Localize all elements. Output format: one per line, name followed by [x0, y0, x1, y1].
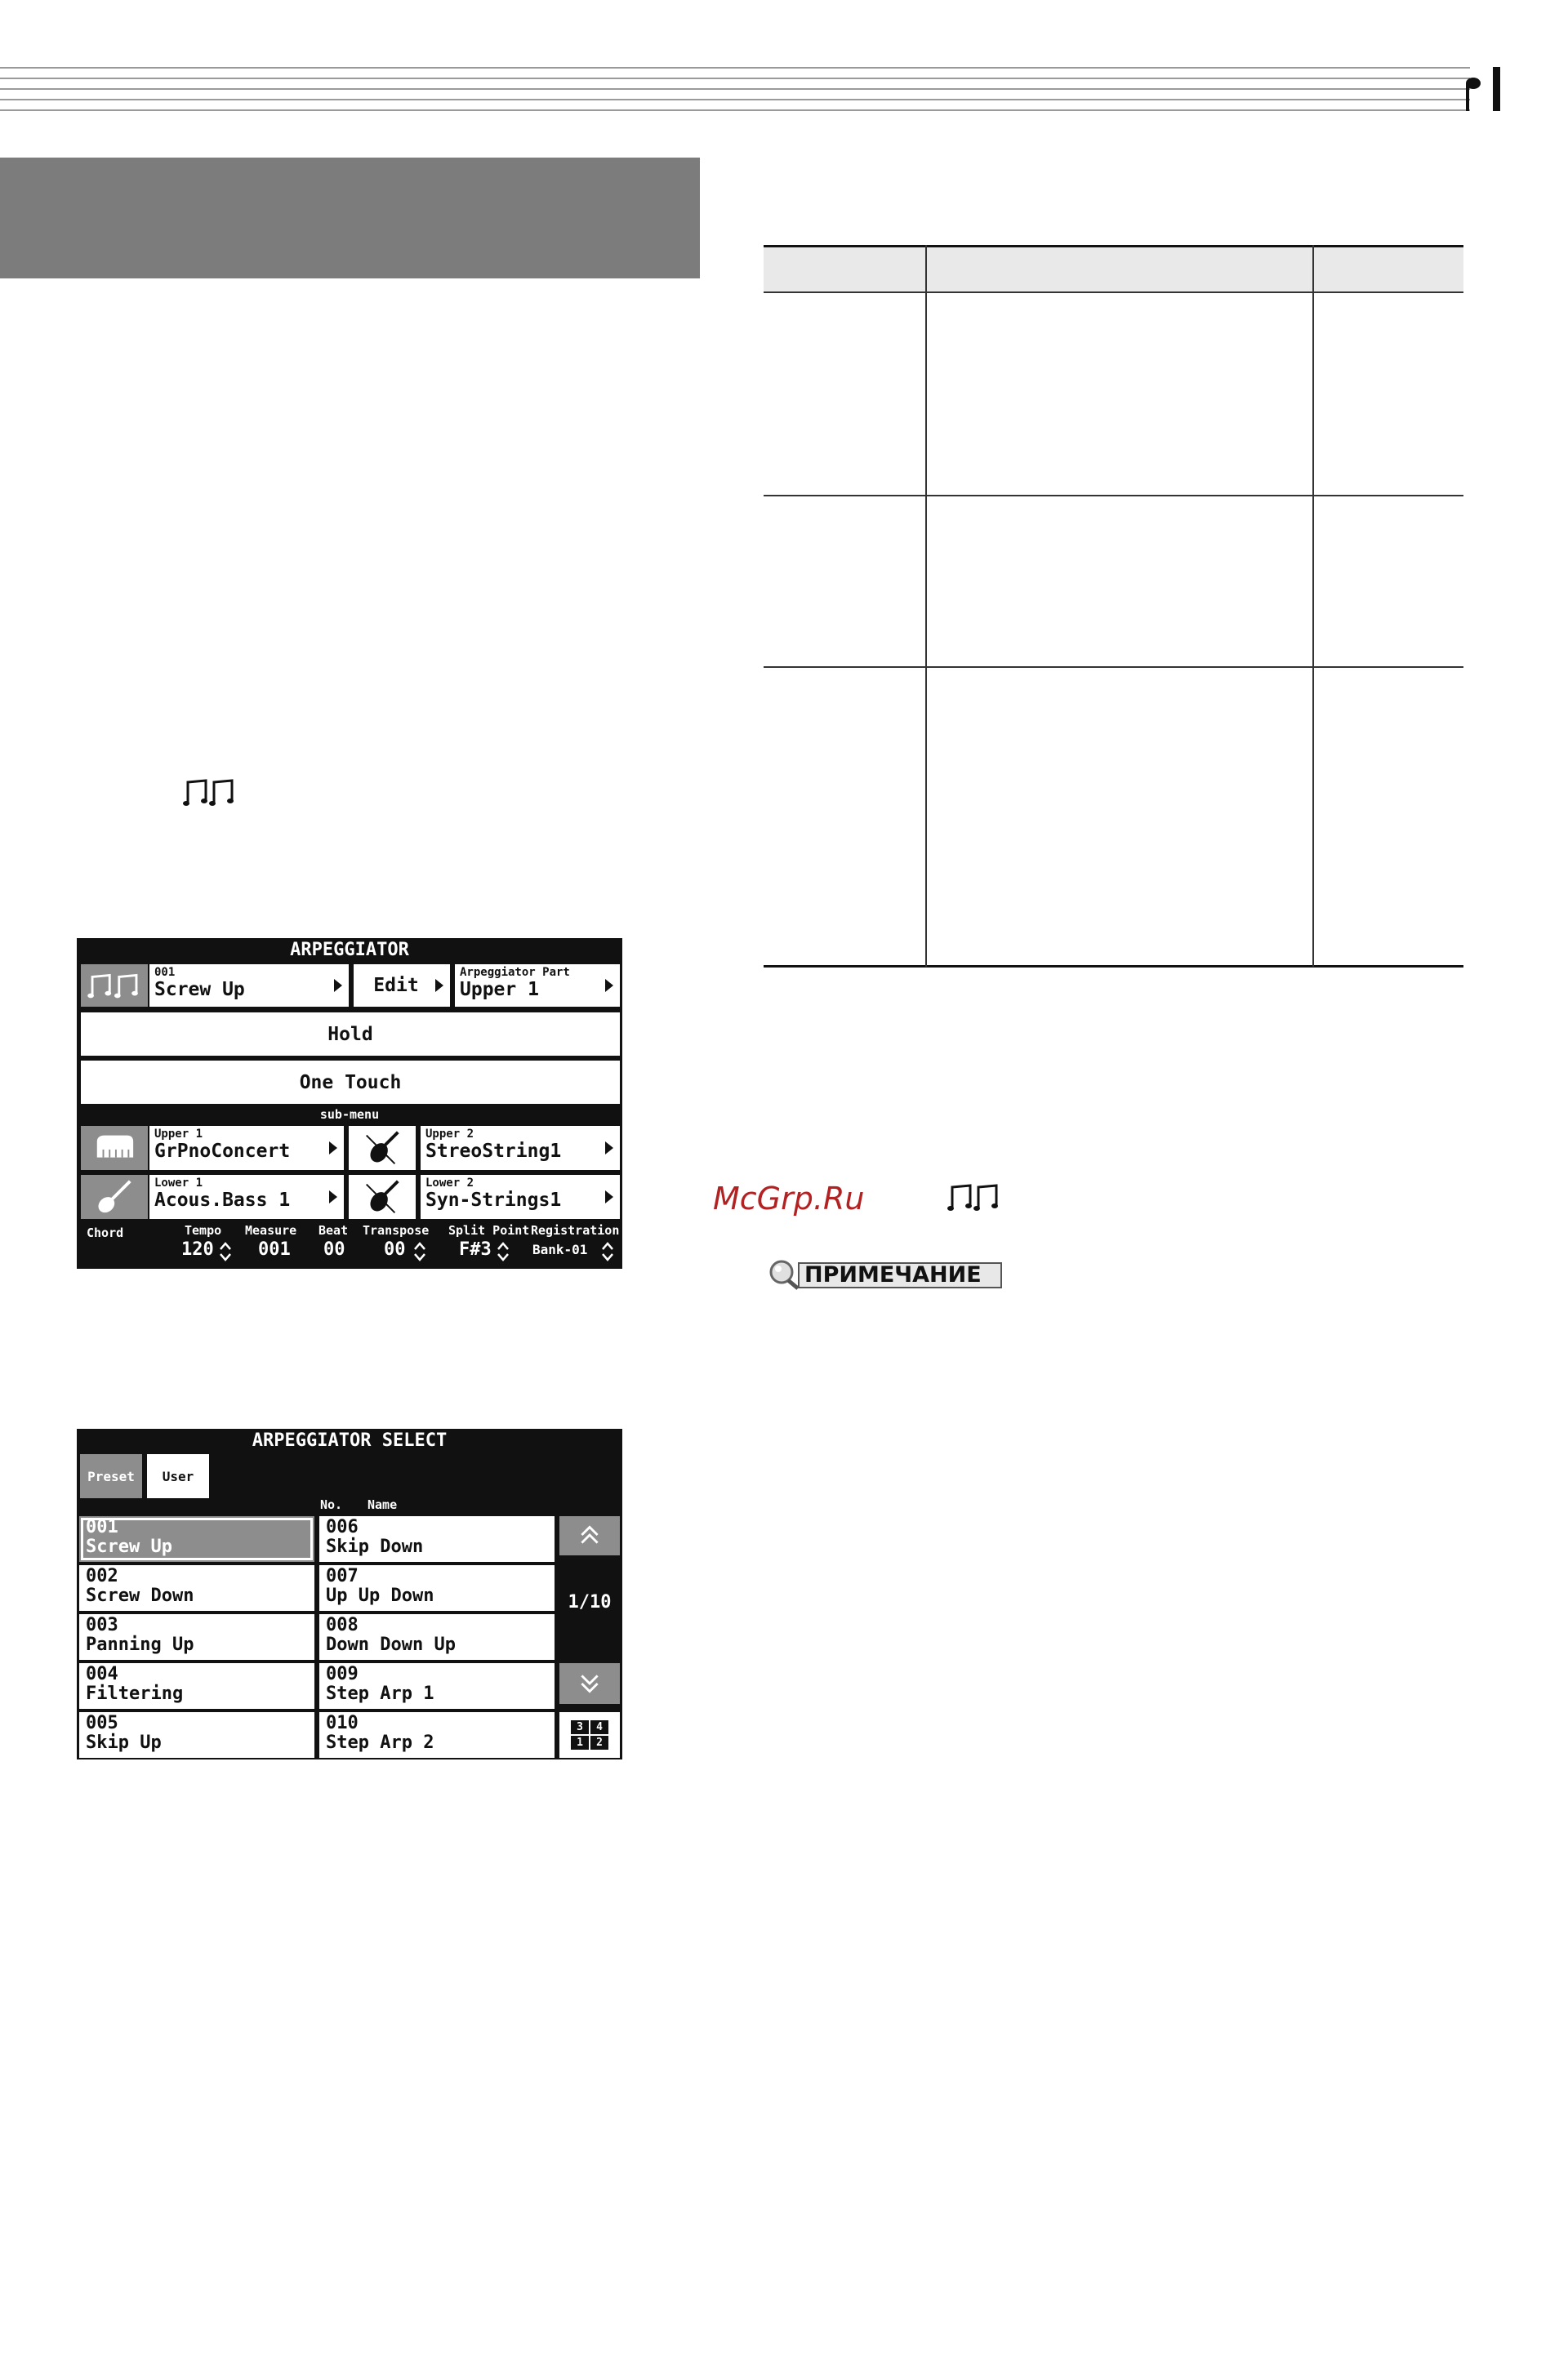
arpeggiator-icon — [183, 776, 237, 808]
item-number: 007 — [326, 1566, 359, 1586]
item-number: 001 — [86, 1517, 118, 1537]
list-item[interactable] — [318, 1711, 555, 1759]
staff-end-bar — [1493, 67, 1500, 111]
tab-preset-label: Preset — [87, 1468, 135, 1484]
violin-icon[interactable] — [348, 1125, 416, 1171]
page-indicator: 1/10 — [568, 1592, 612, 1613]
upper1-value: GrPnoConcert — [154, 1141, 291, 1162]
arpeggiator-icon — [947, 1181, 1001, 1213]
list-item[interactable] — [318, 1613, 555, 1661]
select-screen-title: ARPEGGIATOR SELECT — [252, 1430, 448, 1451]
grid-digit: 4 — [590, 1720, 608, 1734]
col-name-header: Name — [368, 1497, 398, 1512]
item-name: Skip Down — [326, 1537, 424, 1557]
upper2-tone-button[interactable] — [420, 1125, 621, 1171]
measure-label: Measure — [245, 1223, 297, 1238]
arrow-right-icon — [605, 1190, 613, 1203]
grid-digit: 2 — [590, 1736, 608, 1750]
tab-user[interactable] — [147, 1454, 209, 1498]
table-column-rule — [1312, 245, 1314, 967]
grid-digit: 1 — [571, 1736, 589, 1750]
arrow-right-icon — [329, 1141, 337, 1154]
one-touch-label: One Touch — [299, 1071, 402, 1093]
upper2-value: StreoString1 — [425, 1141, 562, 1162]
registration-updown-icon[interactable] — [601, 1240, 614, 1263]
measure-value[interactable]: 001 — [258, 1239, 291, 1260]
one-touch-button[interactable] — [80, 1060, 621, 1105]
lower1-label: Lower 1 — [154, 1177, 203, 1190]
arpeggiator-type-button[interactable] — [149, 963, 350, 1008]
list-item[interactable] — [78, 1662, 315, 1710]
list-item[interactable] — [318, 1515, 555, 1563]
item-number: 004 — [86, 1664, 118, 1684]
table-rule — [764, 291, 1463, 293]
table-rule — [764, 965, 1463, 968]
transpose-label: Transpose — [363, 1223, 430, 1238]
type-number: 001 — [154, 966, 176, 979]
arpeggiator-part-button[interactable] — [454, 963, 621, 1008]
split-point-value[interactable]: F#3 — [459, 1239, 492, 1260]
page-down-button[interactable] — [559, 1662, 621, 1705]
beat-label: Beat — [318, 1223, 349, 1238]
double-chevron-up-icon — [559, 1516, 620, 1555]
piano-icon[interactable] — [80, 1125, 149, 1171]
double-chevron-down-icon — [559, 1663, 620, 1704]
table-rule — [764, 666, 1463, 668]
item-name: Skip Up — [86, 1733, 162, 1753]
item-number: 003 — [86, 1615, 118, 1635]
item-name: Screw Down — [86, 1586, 194, 1606]
beat-value[interactable]: 00 — [323, 1239, 345, 1260]
item-name: Panning Up — [86, 1635, 194, 1655]
parameter-table — [764, 245, 1463, 967]
registration-value[interactable]: Bank-01 — [532, 1242, 588, 1257]
tempo-label: Tempo — [185, 1223, 222, 1238]
lower1-tone-button[interactable] — [149, 1174, 345, 1220]
page-up-button[interactable] — [559, 1515, 621, 1556]
transpose-value[interactable]: 00 — [384, 1239, 406, 1260]
item-name: Step Arp 1 — [326, 1684, 434, 1704]
arpeggiator-type-icon[interactable] — [80, 963, 149, 1008]
note-badge — [765, 1257, 1006, 1292]
item-number: 010 — [326, 1713, 359, 1733]
type-name: Screw Up — [154, 979, 245, 1000]
edit-button[interactable] — [353, 963, 451, 1008]
section-header-band — [0, 158, 700, 278]
part-value: Upper 1 — [460, 979, 539, 1000]
submenu-label: sub-menu — [319, 1107, 380, 1122]
grid-digit: 3 — [571, 1720, 589, 1734]
arrow-right-icon — [329, 1190, 337, 1203]
tempo-value[interactable]: 120 — [181, 1239, 214, 1260]
arrow-right-icon — [435, 979, 443, 992]
tab-user-label: User — [162, 1468, 194, 1484]
arpeggiator-select-screen — [77, 1429, 622, 1759]
list-item[interactable] — [78, 1613, 315, 1661]
hold-label: Hold — [327, 1023, 373, 1045]
table-header — [764, 245, 1463, 291]
arrow-right-icon — [334, 979, 342, 992]
hold-button[interactable] — [80, 1012, 621, 1057]
arrow-right-icon — [605, 1141, 613, 1154]
lower2-label: Lower 2 — [425, 1177, 474, 1190]
arrow-right-icon — [605, 979, 613, 992]
item-number: 006 — [326, 1517, 359, 1537]
item-name: Step Arp 2 — [326, 1733, 434, 1753]
watermark: McGrp.Ru — [713, 1181, 865, 1217]
item-name: Down Down Up — [326, 1635, 456, 1655]
staff-header — [0, 67, 1470, 113]
split-updown-icon[interactable] — [497, 1240, 510, 1263]
list-item[interactable] — [78, 1515, 315, 1563]
list-item[interactable] — [318, 1662, 555, 1710]
upper1-tone-button[interactable] — [149, 1125, 345, 1171]
list-item[interactable] — [78, 1564, 315, 1612]
violin-icon[interactable] — [348, 1174, 416, 1220]
item-name: Screw Up — [86, 1537, 172, 1557]
item-number: 002 — [86, 1566, 118, 1586]
screen-title: ARPEGGIATOR — [290, 940, 409, 960]
list-item[interactable] — [78, 1711, 315, 1759]
item-number: 005 — [86, 1713, 118, 1733]
col-no-header: No. — [320, 1497, 343, 1512]
grid-view-button[interactable] — [559, 1711, 621, 1759]
table-column-rule — [925, 245, 927, 967]
item-number: 008 — [326, 1615, 359, 1635]
item-name: Filtering — [86, 1684, 184, 1704]
list-item[interactable] — [318, 1564, 555, 1612]
music-note-icon — [1462, 69, 1494, 113]
guitar-icon[interactable] — [80, 1174, 149, 1220]
lower2-value: Syn-Strings1 — [425, 1190, 562, 1211]
transpose-updown-icon[interactable] — [413, 1240, 426, 1263]
split-point-label: Split Point — [448, 1223, 530, 1238]
upper2-label: Upper 2 — [425, 1128, 474, 1141]
part-label: Arpeggiator Part — [460, 966, 570, 979]
item-name: Up Up Down — [326, 1586, 434, 1606]
edit-label: Edit — [373, 975, 419, 996]
lower1-value: Acous.Bass 1 — [154, 1190, 291, 1211]
item-number: 009 — [326, 1664, 359, 1684]
note-label: ПРИМЕЧАНИЕ — [798, 1262, 1002, 1288]
registration-label: Registration — [531, 1223, 620, 1238]
chord-label[interactable]: Chord — [87, 1226, 124, 1240]
upper1-label: Upper 1 — [154, 1128, 203, 1141]
tempo-updown-icon[interactable] — [219, 1240, 232, 1263]
lower2-tone-button[interactable] — [420, 1174, 621, 1220]
table-rule — [764, 495, 1463, 496]
tab-preset[interactable] — [80, 1454, 142, 1498]
arpeggiator-screen — [77, 938, 622, 1269]
